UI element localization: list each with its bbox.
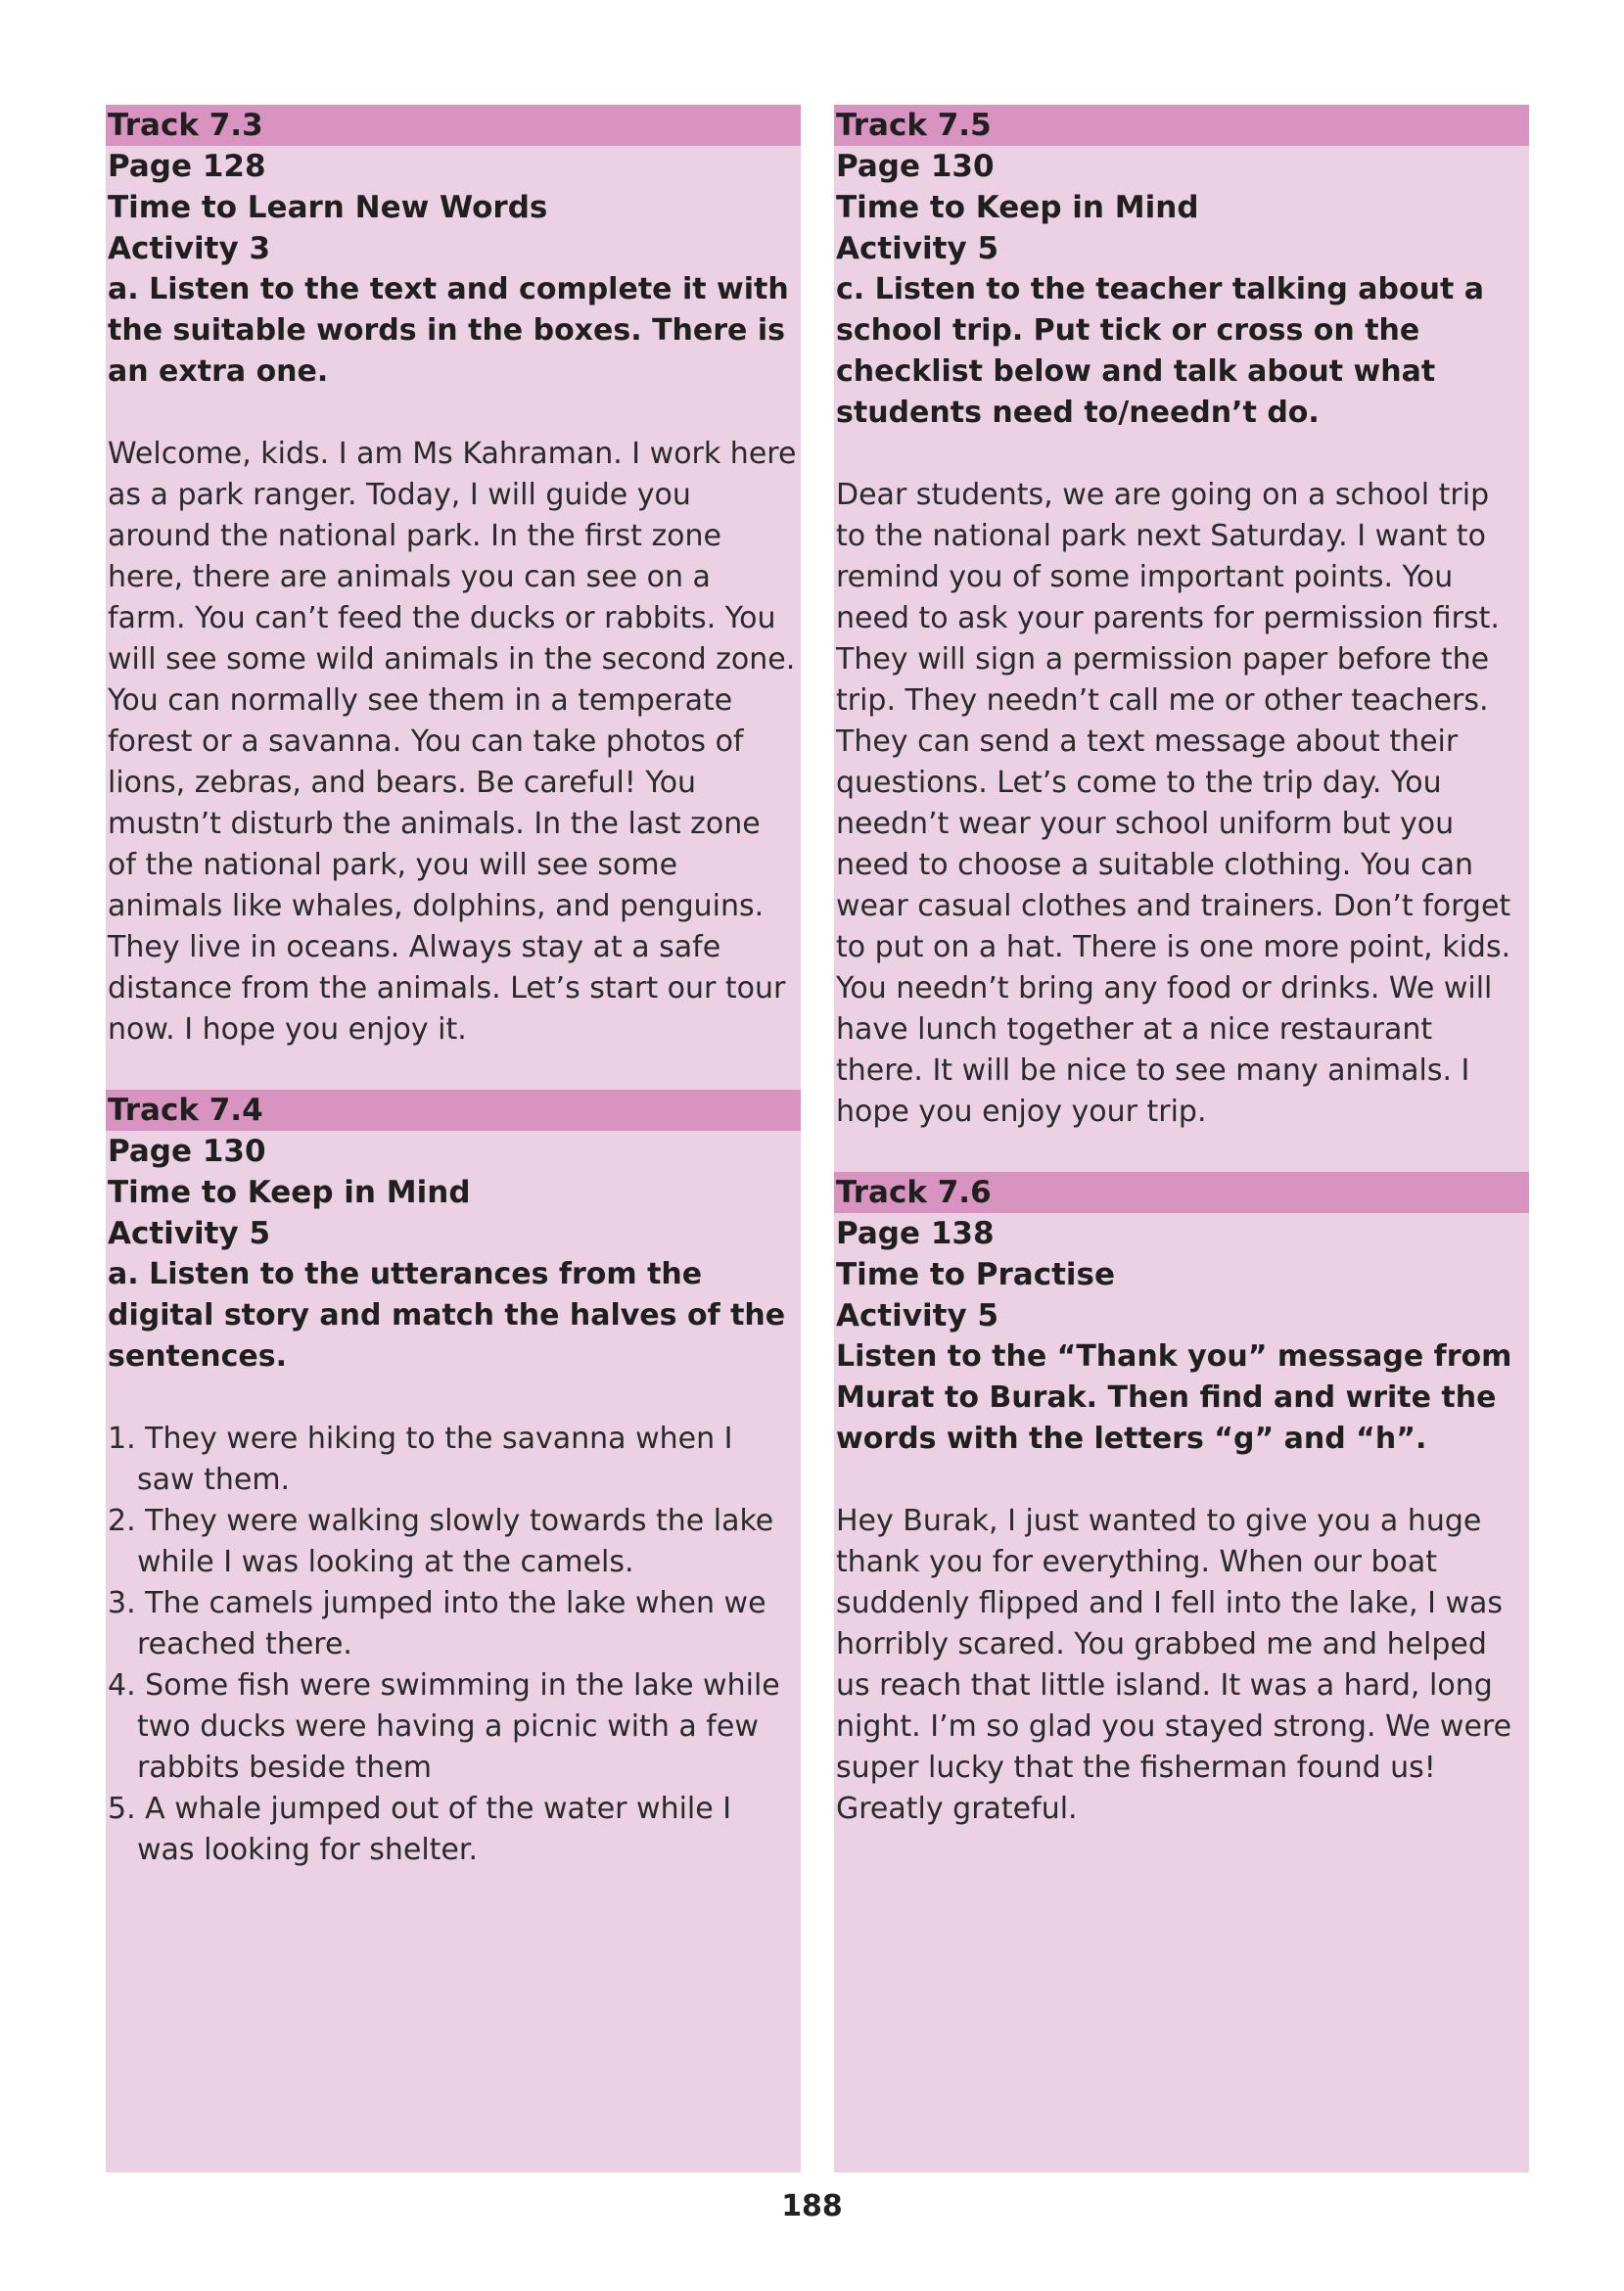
section-title: Time to Keep in Mind	[836, 190, 1199, 225]
activity-instruction: Listen to the “Thank you” message from Murat to Burak. Then find and write the words with the letters “g” and “h”.	[836, 1339, 1512, 1456]
activity-label: Activity 5	[108, 1216, 271, 1251]
page-reference: Page 130	[836, 149, 995, 184]
activity-instruction: c. Listen to the teacher talking about a school trip. Put tick or cross on the checklist below and talk about what students need to/needn’t do.	[836, 272, 1485, 430]
activity-instruction: a. Listen to the utterances from the digital story and match the halves of the sentences.	[108, 1257, 786, 1374]
page-reference: Page 130	[108, 1134, 266, 1169]
track-7-3-section	[106, 105, 801, 1051]
track-header: Track 7.4	[106, 1090, 801, 1131]
track-header: Track 7.3	[106, 105, 801, 146]
track-7-4-section	[106, 1090, 801, 1871]
list-item: 4. Some fish were swimming in the lake while two ducks were having a picnic with a few rabbits beside them	[108, 1668, 780, 1785]
track-header: Track 7.6	[834, 1172, 1529, 1213]
activity-label: Activity 5	[836, 1298, 999, 1333]
section-title: Time to Learn New Words	[108, 190, 548, 225]
list-item: 5. A whale jumped out of the water while I was looking for shelter.	[108, 1792, 732, 1867]
transcript-text: Hey Burak, I just wanted to give you a huge thank you for everything. When our boat suddenly flipped and I fell into the lake, I was horribly scared. You grabbed me and helped us reach that little island. It was a hard, long night. I’m so glad you stayed strong. We were super lucky that the fisherman found us! Greatly grateful.	[836, 1504, 1512, 1826]
list-item: 1. They were hiking to the savanna when I saw them.	[108, 1422, 733, 1497]
list-item: 2. They were walking slowly towards the lake while I was looking at the camels.	[108, 1504, 774, 1579]
section-title: Time to Keep in Mind	[108, 1175, 471, 1210]
right-column	[834, 105, 1529, 2173]
track-header: Track 7.5	[834, 105, 1529, 146]
track-7-5-section	[834, 105, 1529, 1133]
list-item: 3. The camels jumped into the lake when we reached there.	[108, 1586, 766, 1661]
utterance-list	[106, 1419, 801, 1871]
transcript-text: Dear students, we are going on a school trip to the national park next Saturday. I want to remind you of some important points. You need to ask your parents for permission first. They will sign a permission paper before the trip. They needn’t call me or other teachers. They can send a text message about their questions. Let’s come to the trip day. You needn’t wear your school uniform but you need to choose a suitable clothing. You can wear casual clothes and trainers. Don’t forget to put on a hat. There is one more point, kids. You needn’t bring any food or drinks. We will have lunch together at a nice restaurant there. It will be nice to see many animals. I hope you enjoy your trip.	[836, 478, 1511, 1129]
activity-instruction: a. Listen to the text and complete it with the suitable words in the boxes. There is an extra one.	[108, 272, 789, 389]
activity-label: Activity 3	[108, 231, 271, 266]
transcript-text: Welcome, kids. I am Ms Kahraman. I work here as a park ranger. Today, I will guide you around the national park. In the first zone here, there are animals you can see on a farm. You can’t feed the ducks or rabbits. You will see some wild animals in the second zone. You can normally see them in a temperate forest or a savanna. You can take photos of lions, zebras, and bears. Be careful! You mustn’t disturb the animals. In the last zone of the national park, you will see some animals like whales, dolphins, and penguins. They live in oceans. Always stay at a safe distance from the animals. Let’s start our tour now. I hope you enjoy it.	[108, 437, 797, 1047]
page-reference: Page 138	[836, 1216, 995, 1251]
page-reference: Page 128	[108, 149, 266, 184]
section-title: Time to Practise	[836, 1257, 1116, 1292]
activity-label: Activity 5	[836, 231, 999, 266]
left-column	[106, 105, 801, 2173]
page-number: 188	[781, 2189, 843, 2223]
track-7-6-section	[834, 1172, 1529, 1830]
